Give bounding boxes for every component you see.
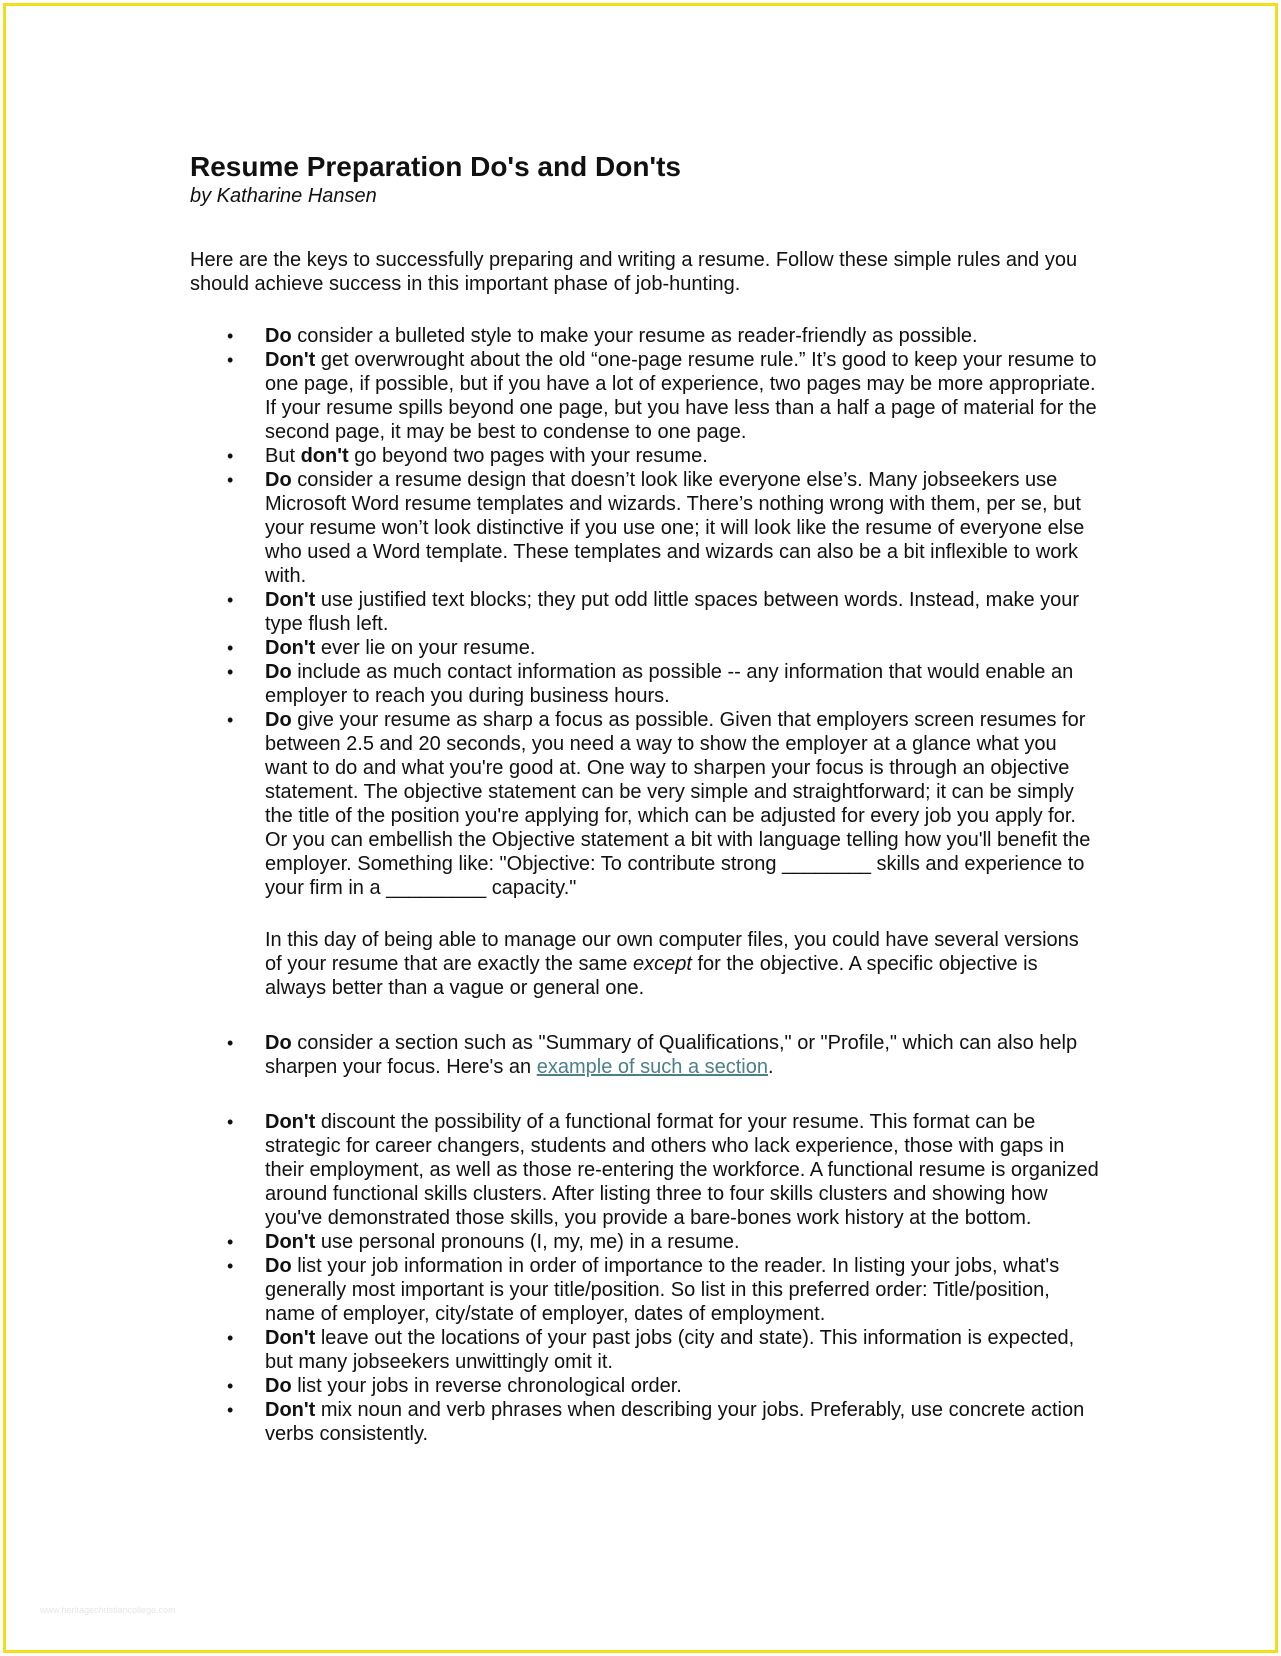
list-item: • Do consider a bulleted style to make your resume as reader-friendly as possible. bbox=[190, 324, 1100, 348]
list-item: • Do consider a resume design that doesn’t look like everyone else’s. Many jobseekers use Microsoft Word resume templates and wizards. There’s nothing wrong with them, per se, but your resume won’t look distinctive if you use one; it will look like the resume of everyone else who used a Word template. These templates and wizards can also be a bit inflexible to work with. bbox=[190, 468, 1100, 588]
list-item: • Don't leave out the locations of your past jobs (city and state). This information is expected, but many jobseekers unwittingly omit it. bbox=[190, 1326, 1100, 1374]
list-item: • Don't use justified text blocks; they put odd little spaces between words. Instead, make your type flush left. bbox=[190, 588, 1100, 636]
rules-list bbox=[190, 324, 1100, 900]
objective-note-paragraph: In this day of being able to manage our own computer files, you could have several versions of your resume that are exactly the same except for the objective. A specific objective is always better than a vague or general one. bbox=[265, 929, 1079, 1000]
rules-list-qualifications bbox=[190, 1031, 1100, 1079]
list-item: • Don't ever lie on your resume. bbox=[190, 636, 1100, 660]
list-item: • Do give your resume as sharp a focus as possible. Given that employers screen resumes for between 2.5 and 20 seconds, you need a way to show the employer at a glance what you want to do and what you're good at. One way to sharpen your focus is through an objective statement. The objective statement can be very simple and straightforward; it can be simply the title of the position you're applying for, which can be adjusted for every job you apply for. Or you can embellish the Objective statement a bit with language telling how you'll benefit the employer. Something like: "Objective: To contribute strong ________ skills and experience to your firm in a _________ capacity." bbox=[190, 708, 1100, 900]
list-item: • Don't mix noun and verb phrases when describing your jobs. Preferably, use concrete action verbs consistently. bbox=[190, 1398, 1100, 1446]
list-item: • Don't discount the possibility of a functional format for your resume. This format can be strategic for career changers, students and others who lack experience, those with gaps in their employment, as well as those re-entering the workforce. A functional resume is organized around functional skills clusters. After listing three to four skills clusters and showing how you've demonstrated those skills, you provide a bare-bones work history at the bottom. bbox=[190, 1110, 1100, 1230]
list-item: • Do consider a section such as "Summary of Qualifications," or "Profile," which can also help sharpen your focus. Here's an example of such a section. bbox=[190, 1031, 1100, 1079]
document-body bbox=[190, 150, 1100, 1446]
example-section-link[interactable]: example of such a section bbox=[536, 1056, 768, 1079]
rules-list-tail bbox=[190, 1110, 1100, 1446]
list-item: • Don't use personal pronouns (I, my, me) in a resume. bbox=[190, 1230, 1100, 1254]
document-byline: by Katharine Hansen bbox=[190, 185, 377, 208]
list-item: • Do list your job information in order of importance to the reader. In listing your jobs, what's generally most important is your title/position. So list in this preferred order: Title/position, name of employer, city/state of employer, dates of employment. bbox=[190, 1254, 1100, 1326]
list-item: • Don't get overwrought about the old “one-page resume rule.” It’s good to keep your resume to one page, if possible, but if you have a lot of experience, two pages may be more appropriate. If your resume spills beyond one page, but you have less than a half a page of material for the second page, it may be best to condense to one page. bbox=[190, 348, 1100, 444]
list-item: • But don't go beyond two pages with your resume. bbox=[190, 444, 1100, 468]
list-item: • Do list your jobs in reverse chronological order. bbox=[190, 1374, 1100, 1398]
document-title: Resume Preparation Do's and Don'ts bbox=[190, 151, 681, 182]
watermark: www.heritagechristiancollege.com bbox=[40, 1605, 176, 1615]
intro-paragraph: Here are the keys to successfully preparing and writing a resume. Follow these simple rules and you should achieve success in this important phase of job-hunting. bbox=[190, 249, 1078, 296]
list-item: • Do include as much contact information as possible -- any information that would enable an employer to reach you during business hours. bbox=[190, 660, 1100, 708]
